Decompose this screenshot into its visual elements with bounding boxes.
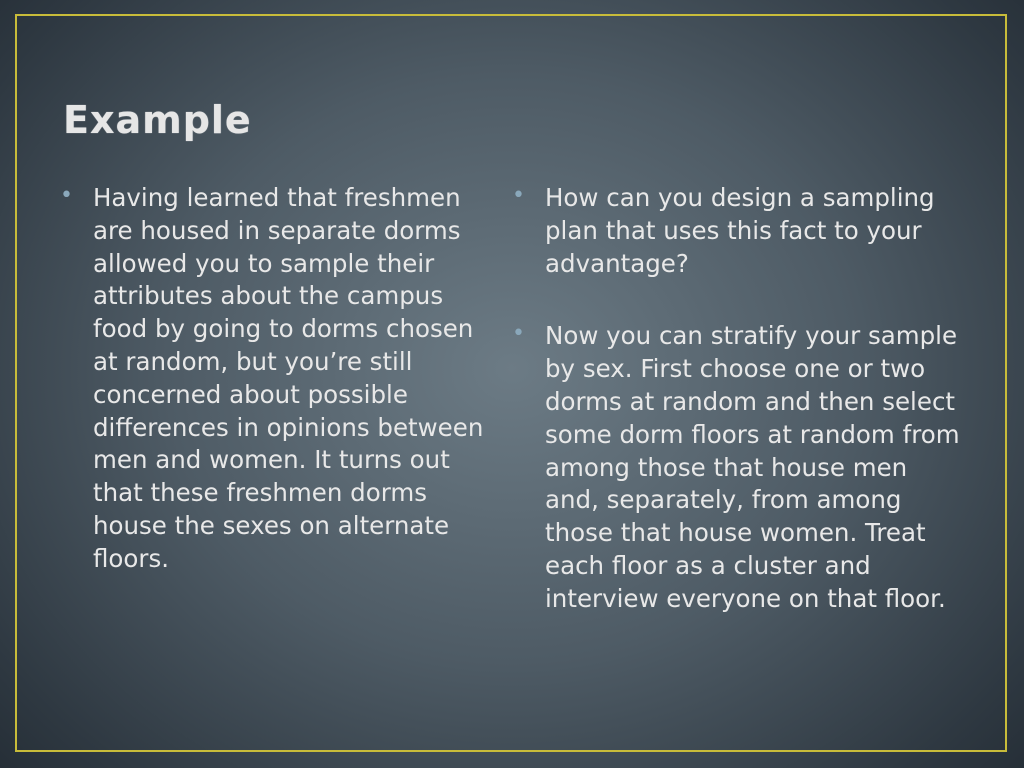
bullet-item <box>510 182 960 280</box>
slide-title: Example <box>63 98 252 142</box>
bullet-item <box>510 320 960 615</box>
right-bullet-list <box>510 182 960 656</box>
bullet-icon: • <box>512 183 525 208</box>
left-bullet-list <box>58 182 498 616</box>
bullet-item <box>58 182 498 576</box>
bullet-text: How can you design a sampling plan that uses this fact to your advantage? <box>545 183 935 278</box>
bullet-icon: • <box>60 183 73 208</box>
bullet-text: Having learned that freshmen are housed in separate dorms allowed you to sample their attributes about the campus food by going to dorms chosen at random, but you’re still concerned about possible differences in opinions between men and women. It turns out that these freshmen dorms house the sexes on alternate floors. <box>93 183 484 573</box>
bullet-icon: • <box>512 321 525 347</box>
bullet-text: Now you can stratify your sample by sex. First choose one or two dorms at random and then select some dorm floors at random from among those that house men and, separately, from among those that house women. Treat each floor as a cluster and interview everyone on that floor. <box>545 321 960 613</box>
